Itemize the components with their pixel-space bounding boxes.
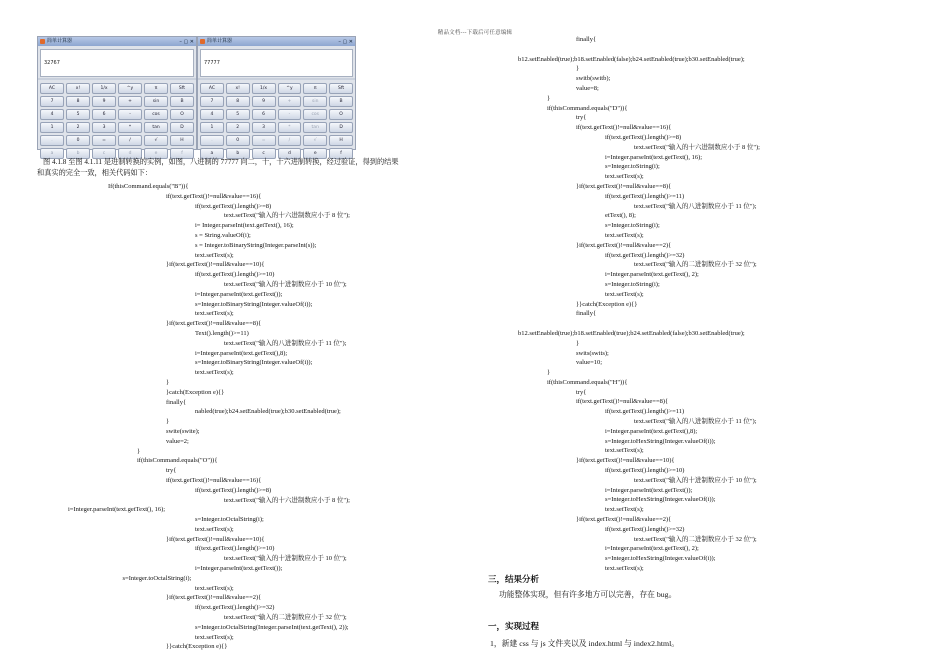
code-line: s=Integer.toHexString(Integer.valueOf(i)); [605,555,716,563]
key-button[interactable]: = [92,135,116,146]
key-button[interactable]: 7 [200,96,224,107]
code-line: text.setText(s); [605,173,644,181]
key-button[interactable]: d [278,148,302,159]
key-button[interactable]: √ [144,135,168,146]
code-line: if(text.getText().length()>=32) [195,604,275,612]
key-button[interactable]: 2 [66,122,90,133]
code-line: text.setText("输入的十进制数应小于 10 位"); [224,280,347,288]
code-line: text.setText(s); [605,447,644,455]
key-button[interactable]: tan [303,122,327,133]
key-button[interactable]: cos [144,109,168,120]
key-button[interactable]: . [40,135,64,146]
intro-line-1: 图 4.1.8 至图 4.1.11 是进制转换的实例，如图，八进制的 77777 向二，十，十六进制转换，经过验证，得到的结果 [43,158,399,166]
code-line: b12.setEnabled(true);b18.setEnabled(true);b24.setEnabled(false);b30.setEnabled(true); [518,329,745,337]
code-line: if(text.getText()!=null&value==16){ [166,476,262,484]
code-line: text.setText("输入的八进制数应小于 11 位"); [634,418,757,426]
code-line: s=Integer.toString(i); [605,222,660,230]
section-body-results: 功能整体实现，但有许多地方可以完善，存在 bug。 [499,590,677,599]
page-header: 精品文档---下载后可任意编辑 [437,30,513,36]
key-button[interactable]: 0 [226,135,250,146]
key-button[interactable]: f [329,148,353,159]
code-line: etText(), 8); [605,212,636,220]
code-line: text.setText(s); [605,231,644,239]
code-line: }if(text.getText()!=null&value==10){ [166,261,265,269]
code-line: finally{ [576,36,597,43]
key-button[interactable]: + [118,96,142,107]
key-button[interactable]: ^y [278,83,302,94]
key-button[interactable]: . [200,135,224,146]
code-line: text.setText(s); [195,251,234,259]
code-line: i=Integer.parseInt(text.getText()); [195,290,283,298]
key-button[interactable]: x! [226,83,250,94]
key-button[interactable]: AC [200,83,224,94]
code-line: text.setText(s); [195,525,234,533]
code-line: value=8; [576,84,599,92]
code-line: }if(text.getText()!=null&value==10){ [166,535,265,543]
code-line: i=Integer.parseInt(text.getText()); [195,565,283,573]
code-line: text.setText(s); [195,310,234,318]
code-line: if(text.getText()!=null&value==16){ [576,124,672,132]
section-heading-process: 一，实现过程 [488,622,540,632]
code-line: s = Integer.toBinaryString(Integer.parseInt(s)); [195,241,317,249]
key-button[interactable]: ^y [118,83,142,94]
code-line: switb(switb); [576,75,611,83]
code-line: }if(text.getText()!=null&value==2){ [576,241,672,249]
key-button[interactable]: 1/x [92,83,116,94]
section-body-process: 1，新建 css 与 js 文件夹以及 index.html 与 index2.html。 [490,639,680,648]
key-button[interactable]: e [144,148,168,159]
code-line: s=Integer.toString(i); [605,280,660,288]
key-button[interactable]: 9 [252,96,276,107]
key-button[interactable]: 1 [200,122,224,133]
code-line: value=10; [576,359,603,367]
code-line: } [547,94,551,102]
key-button[interactable]: sin [144,96,168,107]
code-line: if(thisCommand.equals("D")){ [547,104,628,112]
code-line: if(text.getText().length()>=10) [605,467,685,475]
key-button[interactable]: D [329,122,353,133]
code-line: }if(text.getText()!=null&value==8){ [166,320,262,328]
code-line: s=Integer.toBinaryString(Integer.valueOf(i)); [195,300,313,308]
code-line: i=Integer.parseInt(text.getText(),8); [605,427,698,435]
code-line: finally{ [576,310,597,318]
code-line: }if(text.getText()!=null&value==2){ [166,594,262,602]
key-button[interactable]: c [252,148,276,159]
code-line: if(thisCommand.equals("O")){ [137,457,218,465]
code-line: }catch(Exception e){} [166,388,225,396]
key-button[interactable]: AC [40,83,64,94]
calculator-display: 32767 [40,49,194,77]
code-line: text.setText(s); [195,369,234,377]
code-line: if(text.getText()!=null&value==8){ [576,398,669,406]
code-line: if(text.getText().length()>=32) [605,525,685,533]
key-button[interactable]: 5 [66,109,90,120]
calculator-title: 简单计算器 [47,38,73,44]
code-line: text.setText(s); [605,506,644,514]
code-line: i=Integer.parseInt(text.getText(),8); [195,349,288,357]
code-line: if(text.getText().length()>=10) [195,545,275,553]
key-button[interactable]: - [278,109,302,120]
code-line: s=Integer.toBinaryString(Integer.valueOf(i)); [195,359,313,367]
code-line: Text().length()>=11) [195,329,249,337]
code-line: nabled(true);b24.setEnabled(true);b30.setEnabled(true); [195,408,341,416]
code-line: try{ [166,467,177,475]
code-line: text.setText("输入的二进制数应小于 32 位"); [634,535,757,543]
key-button[interactable]: * [278,122,302,133]
code-line [0,319,950,329]
code-line: } [166,378,170,386]
key-button[interactable]: c [92,148,116,159]
code-line: s=Integer.toHexString(Integer.valueOf(i)); [605,437,716,445]
code-line: } [137,447,141,455]
key-button[interactable]: B [329,96,353,107]
window-controls-icon: – ▢ ✕ [338,39,353,45]
code-line: s=Integer.toOctalString(Integer.parseInt(text.getText(), 2)); [195,623,349,631]
key-button[interactable]: d [118,148,142,159]
code-line: try{ [576,388,587,396]
code-line: text.setText("输入的二进制数应小于 32 位"); [224,614,347,622]
code-line: text.setText("输入的八进制数应小于 11 位"); [224,339,347,347]
key-button[interactable]: H [170,135,194,146]
code-line: s = String.valueOf(i); [195,231,251,239]
code-line: value=2; [166,437,189,445]
code-line: if(text.getText().length()>=8) [195,486,272,494]
code-line: } [547,369,551,377]
key-button[interactable]: cos [303,109,327,120]
key-button[interactable]: 2 [226,122,250,133]
code-line: i=Integer.parseInt(text.getText(), 2); [605,545,699,553]
code-line: if(text.getText().length()>=32) [605,251,685,259]
code-line: if(text.getText().length()>=11) [605,192,685,200]
key-button[interactable]: / [118,135,142,146]
code-line: text.setText("输入的十进制数应小于 10 位"); [634,476,757,484]
key-button[interactable]: B [170,96,194,107]
code-line: if(thisCommand.equals("H")){ [547,378,628,386]
key-button[interactable]: Sft [170,83,194,94]
key-button[interactable]: D [170,122,194,133]
code-line: if(text.getText().length()>=8) [605,133,682,141]
key-button[interactable]: sin [303,96,327,107]
code-line: text.setText(s); [195,584,234,592]
key-button[interactable]: 1 [40,122,64,133]
code-line: text.setText("输入的十六进制数应小于 8 位"); [224,496,350,504]
key-button[interactable]: π [144,83,168,94]
key-button[interactable]: 1/x [252,83,276,94]
code-line: text.setText("输入的十进制数应小于 10 位"); [224,555,347,563]
key-button[interactable]: 7 [40,96,64,107]
code-line: }if(text.getText()!=null&value==10){ [576,457,675,465]
code-line: }}catch(Exception e){} [166,643,228,651]
code-line: } [576,339,580,347]
code-line: }}catch(Exception e){} [576,300,638,308]
section-heading-results: 三，结果分析 [488,575,540,585]
code-line: try{ [576,114,587,122]
code-line: b12.setEnabled(true);b18.setEnabled(false);b24.setEnabled(true);b30.setEnabled(true); [518,55,745,63]
code-line: if(text.getText().length()>=8) [195,202,272,210]
key-button[interactable]: b [226,148,250,159]
key-button[interactable]: √ [303,135,327,146]
code-line: s=Integer.toString(i); [605,163,660,171]
code-line: i=Integer.parseInt(text.getText()); [605,486,693,494]
key-button[interactable]: + [278,96,302,107]
code-line: i=Integer.parseInt(text.getText(), 2); [605,271,699,279]
key-button[interactable]: a [200,148,224,159]
code-line: }if(text.getText()!=null&value==8){ [576,182,672,190]
code-line: swite(swite); [166,427,200,435]
code-line: if(text.getText()!=null&value==16){ [166,192,262,200]
code-line: } [166,418,170,426]
code-line: i=Integer.parseInt(text.getText(), 16); [605,153,703,161]
code-line: finally{ [166,398,187,406]
intro-line-2: 和真实的完全一致，相关代码如下： [37,169,153,177]
key-button[interactable]: = [252,135,276,146]
calculator-title: 简单计算器 [207,38,233,44]
code-line: } [576,65,580,73]
key-button[interactable]: f [170,148,194,159]
key-button[interactable]: 4 [40,109,64,120]
code-line: text.setText("输入的十六进制数应小于 8 位"); [634,143,760,151]
code-line: if(text.getText().length()>=10) [195,271,275,279]
code-line: If(thisCommand.equals("B")){ [108,183,189,190]
code-line: text.setText(s); [195,633,234,641]
key-button[interactable]: e [303,148,327,159]
key-button[interactable]: / [278,135,302,146]
code-line: text.setText("输入的十六进制数应小于 8 位"); [224,212,350,220]
code-line: s=Integer.toOctalString(i); [122,574,192,582]
key-button[interactable]: 6 [92,109,116,120]
window-controls-icon: – ▢ ✕ [179,39,194,45]
key-button[interactable]: tan [144,122,168,133]
key-button[interactable]: 8 [66,96,90,107]
code-line: text.setText(s); [605,565,644,573]
code-line [0,45,950,55]
key-button[interactable]: b [66,148,90,159]
code-line: s=Integer.toHexString(Integer.valueOf(i)); [605,496,716,504]
key-button[interactable]: O [170,109,194,120]
key-button[interactable]: π [303,83,327,94]
code-line: text.setText(s); [605,290,644,298]
key-button[interactable]: Sft [329,83,353,94]
key-button[interactable]: 5 [226,109,250,120]
key-button[interactable]: * [118,122,142,133]
key-button[interactable]: H [329,135,353,146]
calculator-display: 77777 [200,49,353,77]
key-button[interactable]: a [40,148,64,159]
code-line: i= Integer.parseInt(text.getText(), 16); [195,222,294,230]
code-line: text.setText("输入的八进制数应小于 11 位"); [634,202,757,210]
code-line: }if(text.getText()!=null&value==2){ [576,516,672,524]
key-button[interactable]: O [329,109,353,120]
code-line: swits(swits); [576,349,609,357]
code-line: i=Integer.parseInt(text.getText(), 16); [68,506,166,514]
key-button[interactable]: x! [66,83,90,94]
key-button[interactable]: 9 [92,96,116,107]
key-button[interactable]: 3 [92,122,116,133]
key-button[interactable]: 4 [200,109,224,120]
code-line: s=Integer.toOctalString(i); [195,516,264,524]
key-button[interactable]: 0 [66,135,90,146]
code-column-right [0,35,950,574]
key-button[interactable]: 3 [252,122,276,133]
key-button[interactable]: 6 [252,109,276,120]
code-line: text.setText("输入的二进制数应小于 32 位"); [634,261,757,269]
key-button[interactable]: 8 [226,96,250,107]
key-button[interactable]: - [118,109,142,120]
code-line: if(text.getText().length()>=11) [605,408,685,416]
